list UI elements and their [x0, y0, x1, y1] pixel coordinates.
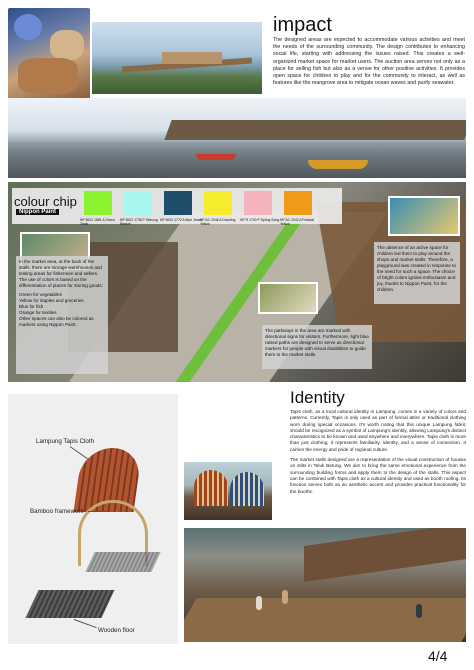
colour-swatch	[284, 191, 312, 215]
roof-shape	[304, 528, 466, 582]
person-figure	[256, 596, 262, 610]
storage-item: Orange for textiles	[19, 310, 57, 315]
market-people-collage	[8, 8, 90, 100]
impact-title: impact	[273, 14, 332, 36]
playground-note: The absence of an active space for children led them to play around the shops and market stalls. Therefore, a playground was created in response to the need for such a space. The choice of bright colors ignites enthusiasm and joy, thanks to Nippon Paint, for the children.	[374, 242, 460, 304]
label-wooden-floor: Wooden floor	[98, 627, 135, 634]
colour-swatch-label: NP BGG 1881 A Green Tomb	[80, 218, 115, 226]
colour-swatch-label: NP BGG 1736 P Skincog Breeze	[120, 218, 158, 226]
tapis-tent-shape	[194, 470, 228, 506]
colour-chip-subtitle: Nippon Paint	[16, 209, 59, 215]
tapis-tent-shape	[230, 472, 264, 506]
storage-note-text: In the market area, at the back of the stalls, there are storage warehouses and testing areas for fishermen and sellers. The use of colors is based on the differentiation of places for storing goods:	[19, 259, 103, 288]
boat-shape	[308, 160, 368, 169]
deck-shape	[184, 598, 466, 642]
colour-swatch	[244, 191, 272, 215]
colour-swatch	[204, 191, 232, 215]
colour-swatch	[164, 191, 192, 215]
colour-swatch	[84, 191, 112, 215]
identity-title: Identity	[290, 388, 345, 407]
person-figure	[416, 604, 422, 618]
storage-item: Green for vegetables	[19, 292, 62, 297]
colour-swatch	[124, 191, 152, 215]
storage-item: Yellow for staples and groceries	[19, 298, 84, 303]
collage-figure	[50, 30, 84, 60]
aerial-render-image	[92, 22, 262, 94]
storage-item: Other spaces can also be colored as markers using Nippon Paint.	[19, 316, 94, 327]
identity-body	[290, 409, 466, 495]
roof-shape	[162, 52, 222, 64]
harbor-panorama-image	[8, 98, 466, 178]
storage-item: Blue for fish	[19, 304, 44, 309]
pathway-note: The pathways in the area are marked with directional signs for visitors. Furthermore, light blue raised paths are designed to serve as directional markers for people with visual disabilities to guide them to the market stalls.	[262, 325, 372, 369]
storage-note	[16, 256, 108, 374]
colour-chip-title: colour chip	[14, 194, 77, 209]
floor-shadow-shape	[85, 552, 160, 572]
tapis-stall-photo	[184, 462, 272, 520]
identity-paragraph: Tapis cloth, as a local cultural identity in Lampung, comes in a variety of colors and patterns. Currently, Tapis is only used as part of formal attire or traditional clothing worn during special occasions. It's worth noting that this unique Lampung fabric should be recognized as a symbol of Lampung's identity, allowing Lampung's distinct characteristics to be known and used anywhere and everywhere. Tapis cloth is more than just clothing; it represents familiarity, identity, and a sense of connection. It carries the energy and pride of regional culture.	[290, 409, 466, 452]
market-deck-render	[184, 528, 466, 642]
label-bamboo-framework: Bamboo framework	[30, 508, 84, 515]
colour-swatch-label: NP R 1700 P Spring Song	[240, 218, 280, 222]
pathway-photo	[258, 282, 318, 314]
identity-paragraph: The market stalls designed are a representation of the visual construction of houses on stilts in Teluk Betung. We aim to bring the same emotional experience from the surrounding building forms and apply them to the design of the stalls. This aspect can be combined with Tapis cloth as a cultural identity and used as booth roofing. Its function serves both as an aesthetic accent and provides practical functionality for the booths.	[290, 457, 466, 494]
collage-figure	[14, 14, 42, 40]
colour-swatch-label: NP AC 2042 A Festival Yellow	[280, 218, 315, 226]
colour-swatch-label: NP BGG 1772 A Blue Jewel	[160, 218, 202, 222]
water-shape	[8, 142, 466, 178]
colour-swatch-label: NP AC 2046 A Dazzling Yellow	[200, 218, 236, 226]
leader-line	[88, 511, 108, 512]
boat-shape	[196, 154, 236, 160]
playground-photo	[388, 196, 460, 236]
collage-basket	[18, 58, 78, 94]
wooden-floor-shape	[25, 590, 114, 618]
page-number: 4/4	[428, 648, 448, 664]
person-figure	[282, 590, 288, 604]
label-tapis-cloth: Lampung Tapis Cloth	[36, 438, 95, 445]
impact-paragraph: The designed areas are expected to accommodate various activities and meet the needs of the surrounding community. The design contributes to enhancing social life, starting with addressing the issues raised. This creates a well-organized market space for market users. The auction area serves not only as a place for selling fish but also as a venue for other positive activities. It provides open space for children to play and for the community to interact, as well as features like the mangrove area to mitigate ocean waves and purify seawater.	[273, 37, 465, 87]
pier-shape	[164, 120, 466, 140]
